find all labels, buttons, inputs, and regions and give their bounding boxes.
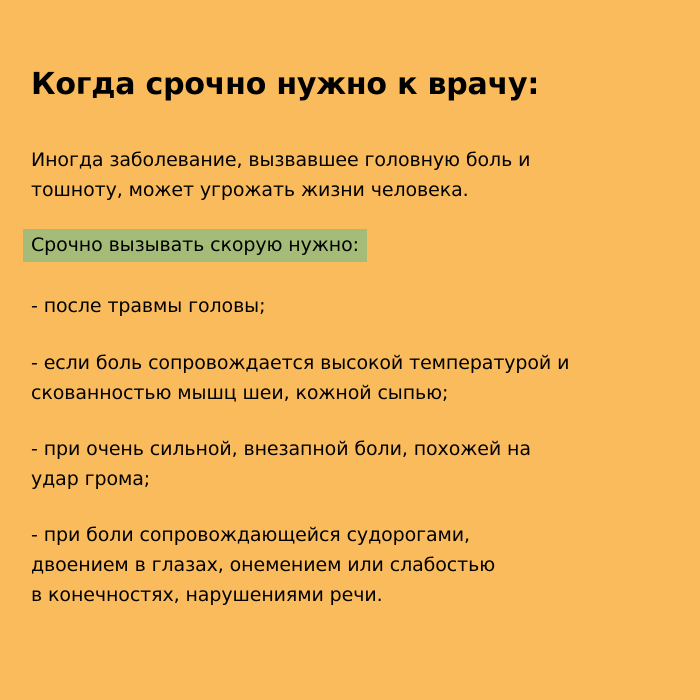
callout-highlight: Срочно вызывать скорую нужно: (23, 229, 367, 262)
list-item-line: двоением в глазах, онемением или слабостью (31, 554, 496, 576)
list-item-line: - при очень сильной, внезапной боли, похожей на (31, 438, 531, 460)
list-item-line: - при боли сопровождающейся судорогами, (31, 524, 470, 546)
intro-line: Иногда заболевание, вызвавшее головную боль и (31, 149, 531, 171)
intro-paragraph (31, 145, 671, 205)
intro-line: тошноту, может угрожать жизни человека. (31, 179, 469, 201)
highlighted-callout (23, 229, 663, 262)
list-item-fever-neck (31, 348, 671, 408)
list-item-line: удар грома; (31, 468, 151, 490)
list-item-line: в конечностях, нарушениями речи. (31, 584, 383, 606)
list-item-line: скованностью мышц шеи, кожной сыпью; (31, 382, 449, 404)
list-item-line: - если боль сопровождается высокой температурой и (31, 352, 570, 374)
list-item-head-trauma (31, 291, 671, 321)
list-item-neuro-symptoms (31, 520, 671, 610)
page-title: Когда срочно нужно к врачу: (31, 67, 540, 102)
list-item-sudden-pain (31, 434, 671, 494)
list-item-line: - после травмы головы; (31, 295, 266, 317)
